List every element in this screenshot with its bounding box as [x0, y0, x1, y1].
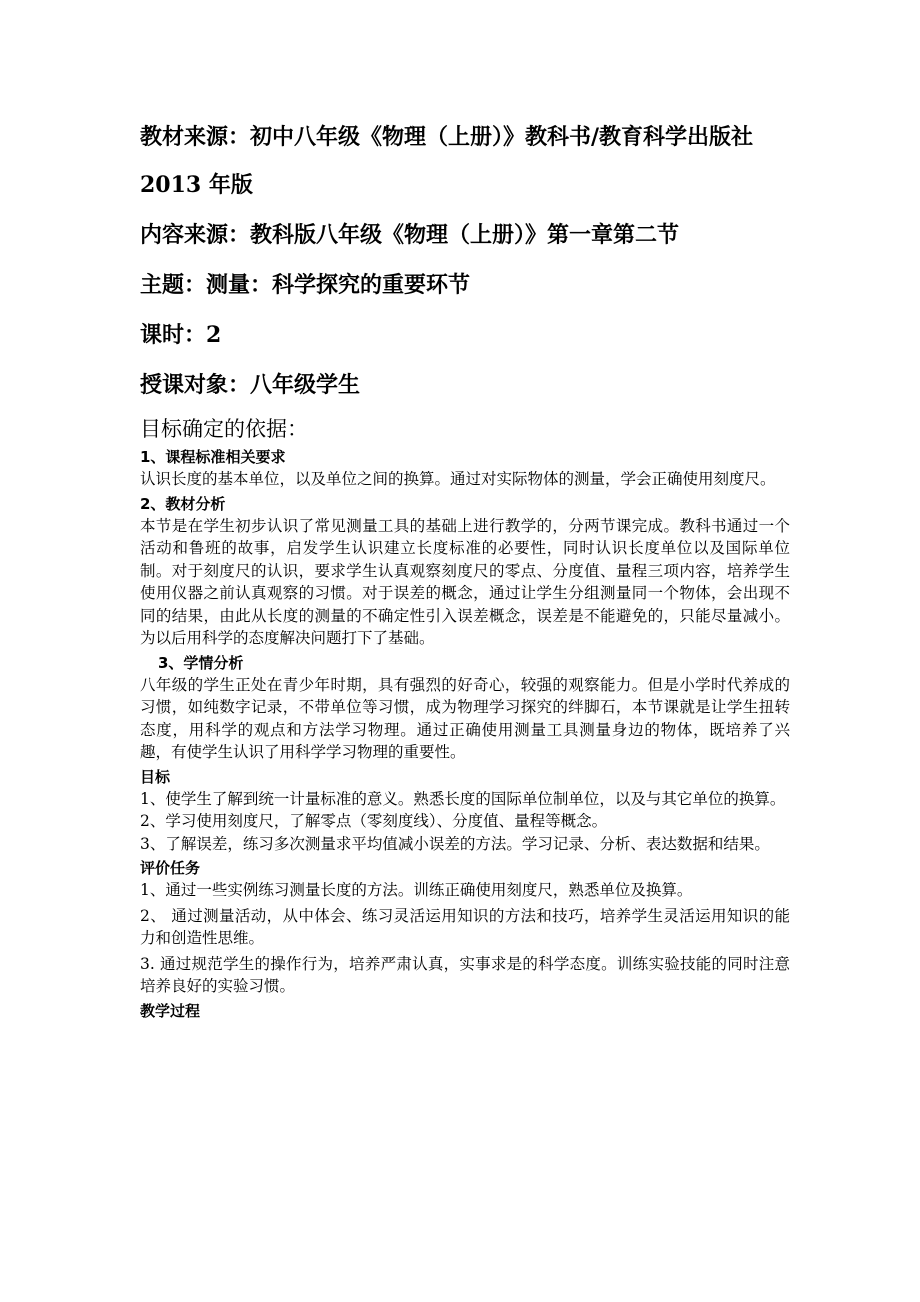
basis-title: 目标确定的依据： — [140, 417, 308, 441]
goal-item: 3、了解误差，练习多次测量求平均值减小误差的方法。学习记录、分析、表达数据和结果。 — [140, 834, 770, 853]
content-source: 内容来源：教科版八年级《物理（上册）》第一章第二节 — [140, 222, 680, 248]
curriculum-text: 认识长度的基本单位，以及单位之间的换算。通过对实际物体的测量，学会正确使用刻度尺。 — [140, 470, 776, 488]
textbook-text: 本节是在学生初步认识了常见测量工具的基础上进行教学的，分两节课完成。教科书通过一个活动和鲁班的故事，启发学生认识建立长度标准的必要性，同时认识长度单位以及国际单位制。对于刻度尺的认识，要求学生认真观察刻度尺的零点、分度值、量程三项内容，培养学生使用仪器之前认真观察的习惯。对于误差的概念，通过让学生分组测量同一个物体，会出现不同的结果，由此从长度的测量的不确定性引入误差概念，误差是不能避免的，只能尽量减小。为以后用科学的态度解决问题打下了基础。 — [140, 516, 790, 647]
assessment-item: 2、 通过测量活动，从中体会、练习灵活运用知识的方法和技巧，培养学生灵活运用知识的能力和创造性思维。 — [140, 906, 790, 947]
goal-item: 1、使学生了解到统一计量标准的意义。熟悉长度的国际单位制单位，以及与其它单位的换算。 — [140, 789, 786, 808]
material-source: 教材来源：初中八年级《物理（上册）》教科书/教育科学出版社 — [140, 124, 754, 150]
process-heading: 教学过程 — [140, 1001, 201, 1020]
assessment-heading: 评价任务 — [140, 859, 201, 877]
document-page — [140, 122, 790, 1022]
assessment-item: 3. 通过规范学生的操作行为，培养严肃认真，实事求是的科学态度。训练实验技能的同时注意培养良好的实验习惯。 — [140, 954, 790, 995]
audience: 授课对象：八年级学生 — [140, 372, 361, 398]
curriculum-heading: 1、课程标准相关要求 — [140, 448, 286, 466]
textbook-heading: 2、教材分析 — [140, 494, 226, 513]
topic: 主题：测量：科学探究的重要环节 — [140, 272, 471, 298]
assessment-item: 1、通过一些实例练习测量长度的方法。训练正确使用刻度尺，熟悉单位及换算。 — [140, 881, 693, 899]
goal-item: 2、学习使用刻度尺，了解零点（零刻度线）、分度值、量程等概念。 — [140, 812, 608, 830]
edition: 2013 年版 — [140, 172, 253, 198]
class-periods: 课时：2 — [140, 322, 222, 348]
learners-text: 八年级的学生正处在青少年时期，具有强烈的好奇心，较强的观察能力。但是小学时代养成的习惯，如纯数字记录，不带单位等习惯，成为物理学习探究的绊脚石，本节课就是让学生扭转态度，用科学的观点和方法学习物理。通过正确使用测量工具测量身边的物体，既培养了兴趣，有使学生认识了用科学学习物理的重要性。 — [140, 675, 790, 761]
learners-heading: 3、学情分析 — [158, 653, 244, 672]
goals-heading: 目标 — [140, 767, 171, 786]
